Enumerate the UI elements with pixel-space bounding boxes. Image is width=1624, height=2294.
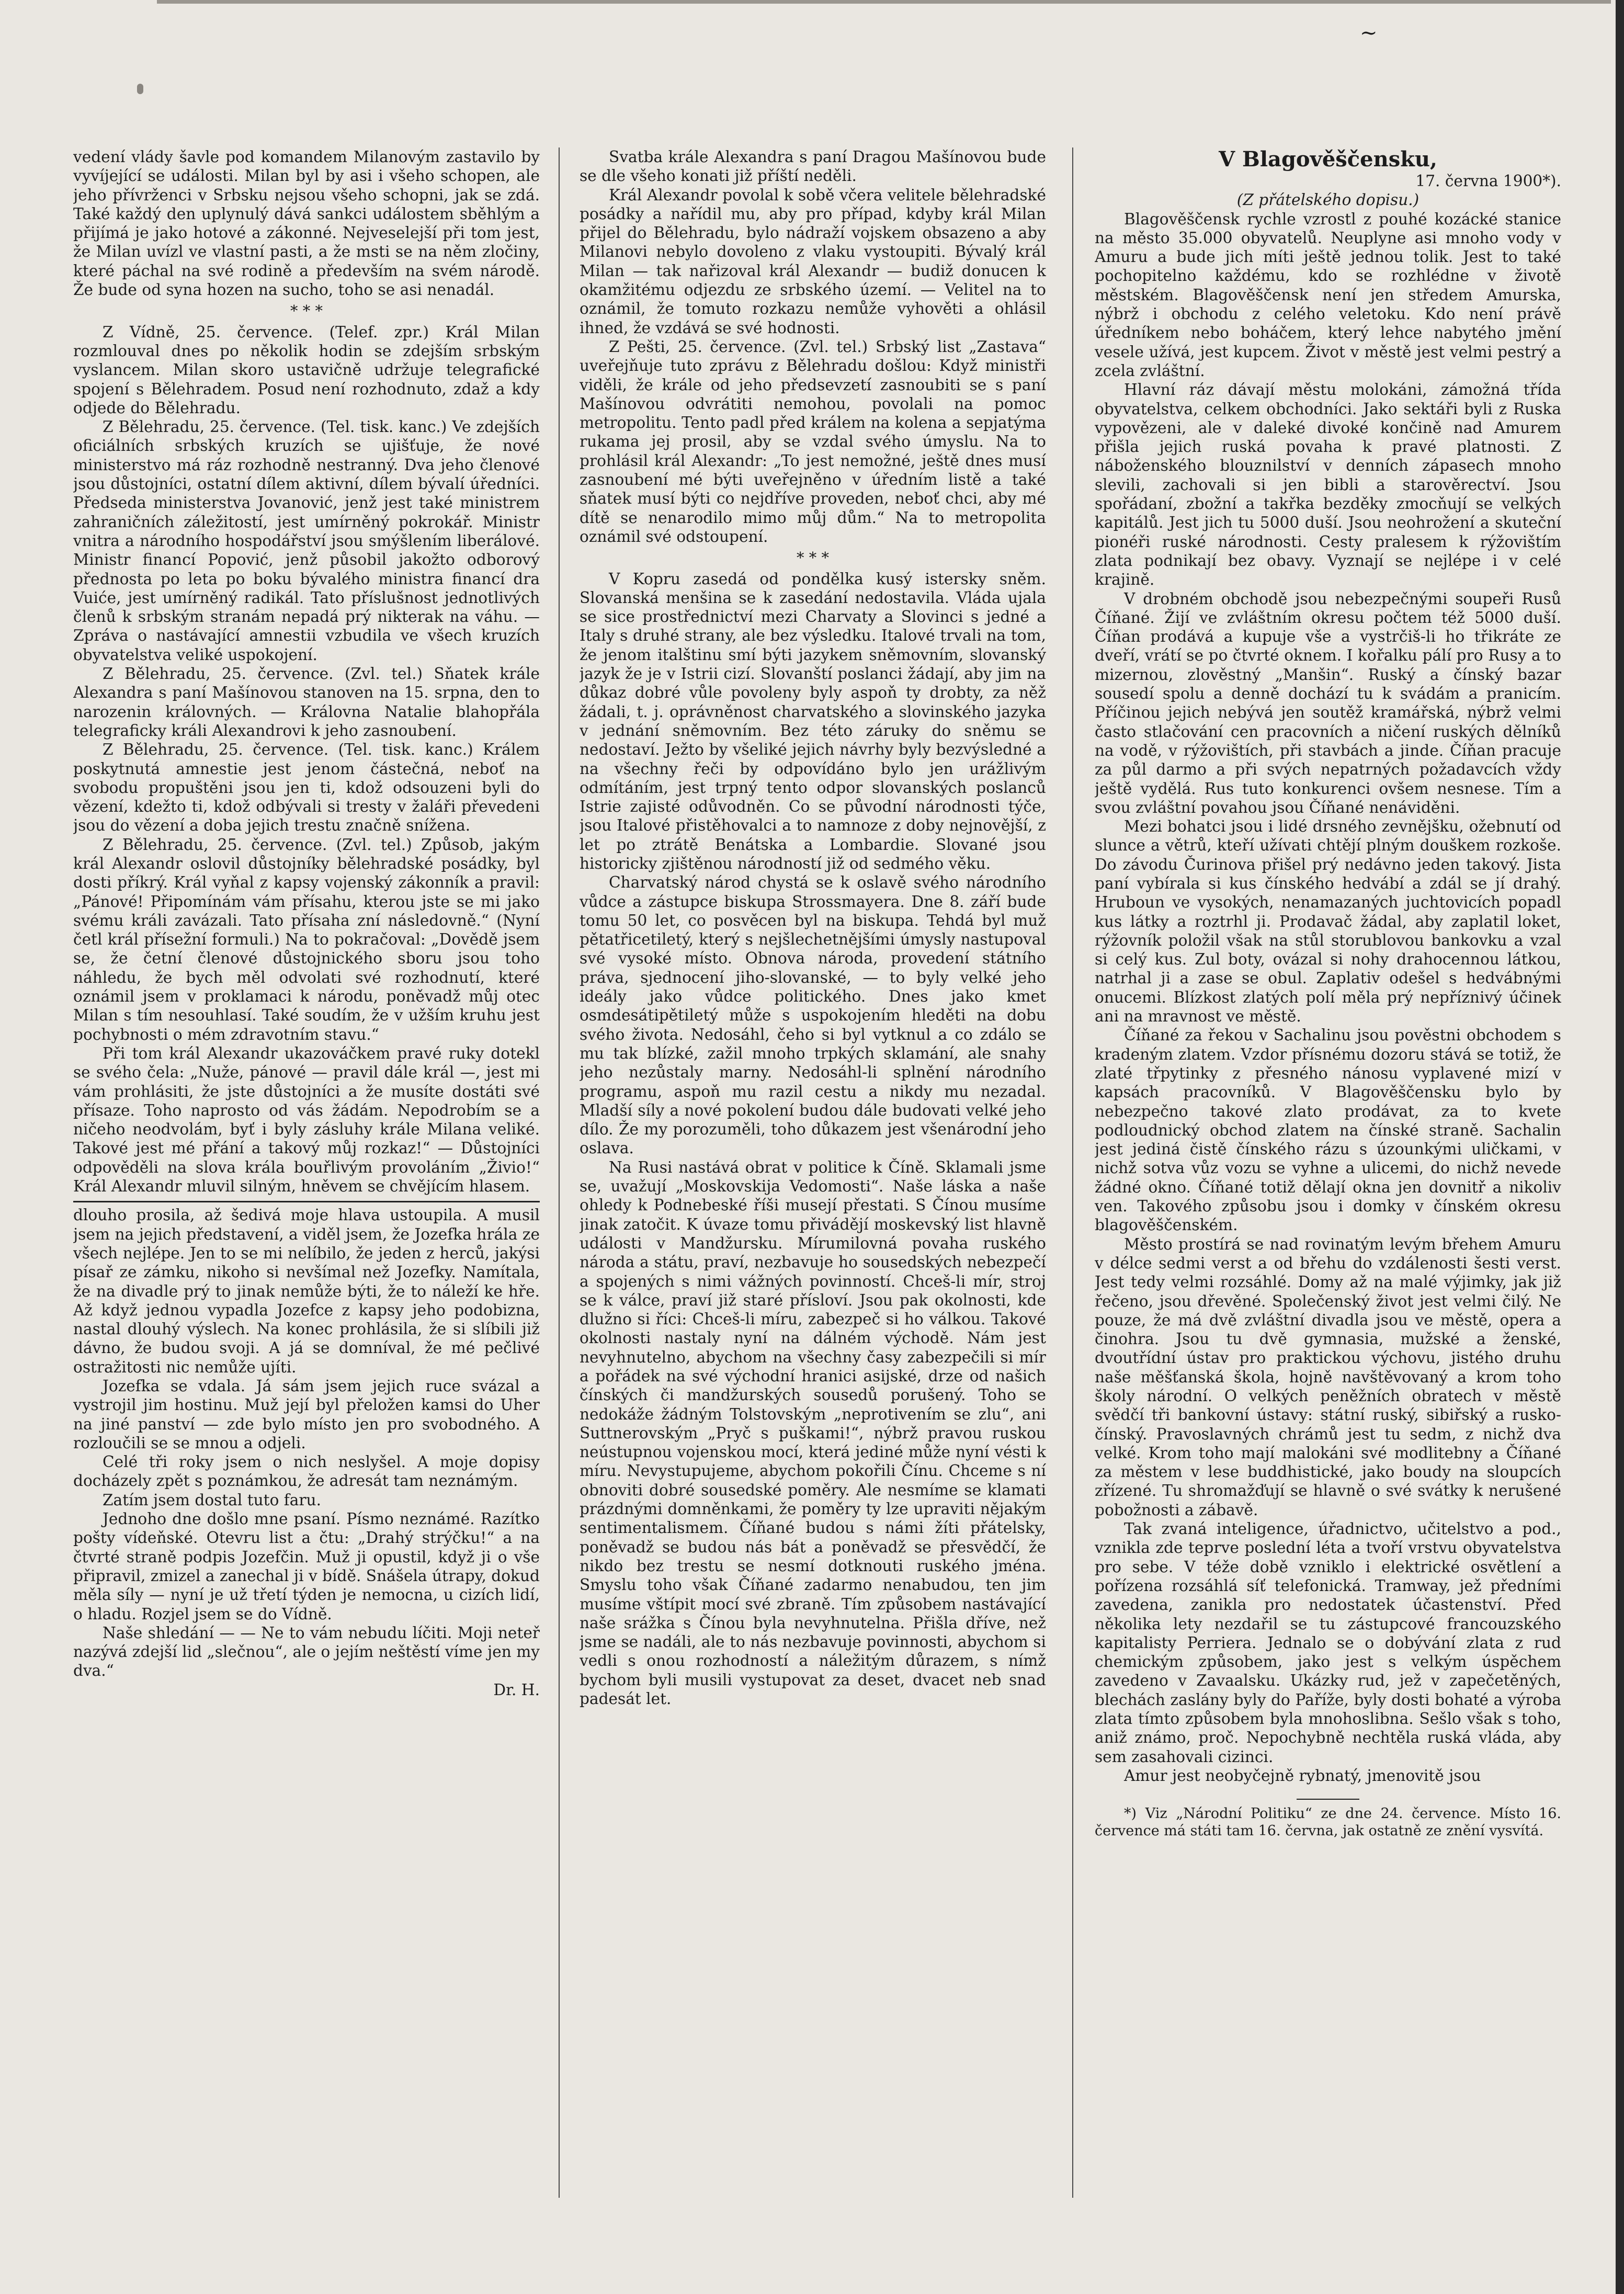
columns bbox=[73, 147, 1561, 2219]
feuilleton-paragraph: Naše shledání — — Ne to vám nebudu líčiti. Moji neteř nazývá zdejší lid „slečnou“, ale o jejím neštěstí víme jen my dva.“ bbox=[73, 1623, 540, 1680]
news-item: Charvatský národ chystá se k oslavě svého národního vůdce a zástupce biskupa Strossmayera. Dne 8. září bude tomu 50 let, co posvěcen byl na biskupa. Tehdá byl muž pětatřicetiletý, který s nejšlechetnějšími úmysly nastupoval své vysoké místo. Obnova národa, provedení státního práva, sjednocení jiho-slovanské, — to byly velké jeho ideály jako vůdce politického. Dnes jako kmet osmdesátipětiletý může s uspokojením hleděti na dobu svého života. Nedosáhl, čeho si byl vytknul a co zdálo se mu tak blízké, zažil mnoho trpkých sklamání, ale snahy jeho nezůstaly marny. Nedosáhl-li splnění národního programu, aspoň mu razil cestu a nikdy mu nezadal. Mladší síly a nové pokolení budou dále budovati velké jeho dílo. Že my porozuměli, toho důkazem jest všenárodní jeho oslava. bbox=[580, 873, 1046, 1157]
article-heading: V Blagověščensku, bbox=[1219, 147, 1437, 172]
pen-mark: ~ bbox=[1360, 21, 1378, 45]
feuilleton-rule bbox=[73, 1201, 540, 1202]
news-item: Z Bělehradu, 25. července. (Tel. tisk. kanc.) Králem poskytnutá amnestie jest jenom částečná, neboť na svobodu propuštěni jsou jen ti, kdož odsouzeni byli do vězení, kdežto ti, kdož odbývali si tresty v žaláři převedeni jsou do vězení a doba jejich trestu značně snížena. bbox=[73, 741, 540, 835]
column-2 bbox=[580, 147, 1046, 2219]
article-paragraph: V drobném obchodě jsou nebezpečnými soupeři Rusů Číňané. Žijí ve zvláštním okresu počtem též 5000 duší. Číňan prodává a kupuje vše a vystrčiš-li ho třikráte ze dveří, vrátí se po čtvrté oknem. I kořalku pálí pro Rusy a to mizernou, zlověstný „Manšin“. Ruský a čínský bazar sousedí spolu a denně dochází tu k svádám a pranicím. Příčinou jejich nebývá jen soutěž kramářská, nýbrž velmi často stlačování cen pracovních a ničení ruských dělníků na vodě, v rýžovištích, při stavbách a jinde. Číňan pracuje za půl darmo a při svých nepatrných požadavcích vždy ještě vydělá. Rus tuto konkurenci ovšem nesnese. Tím a svou zvláštní povahou jsou Číňané nenáviděni. bbox=[1095, 589, 1561, 816]
column-rule bbox=[559, 147, 560, 2198]
article-date: 17. června 1900*). bbox=[1415, 172, 1561, 190]
signature: Dr. H. bbox=[493, 1680, 540, 1699]
column-3 bbox=[1095, 147, 1561, 2219]
feuilleton-paragraph: Celé tři roky jsem o nich neslyšel. A moje dopisy docházely zpět s poznámkou, že adresát tam neznámým. bbox=[73, 1453, 540, 1490]
scan-edge bbox=[157, 0, 1611, 4]
article-paragraph: Hlavní ráz dávají městu molokáni, zámožná třída obyvatelstva, celkem obchodníci. Jako sektáři byli z Ruska vypovězeni, ale v daleké divoké končině nad Amurem přišla jejich ruská povaha k pravé platnosti. Z náboženského blouznilství v denních zápasech mnoho slevili, zachovali si jen bibli a starověrectví. Jsou spořádaní, zbožní a takřka bezděky zmocňují se velkých kapitálů. Jest jich tu 5000 duší. Jsou neohrožení a skuteční pionéři ruské národnosti. Cesty pralesem k rýžovištím zlata podnikají bez obavy. Vyznají se nejlépe i v celé krajině. bbox=[1095, 381, 1561, 589]
news-item: Svatba krále Alexandra s paní Dragou Mašínovou bude se dle všeho konati již příští neděli. bbox=[580, 148, 1046, 185]
paragraph: vedení vlády šavle pod komandem Milanovým zastavilo by vyvíjející se události. Milan byl by asi i všeho schopen, ale jeho přívrženci v Srbsku nejsou všeho schopni, jak se zdá. Také každý den uplynulý dává sankci událostem sběhlým a přijímá je jako hotové a zákonné. Nejveselejší při tom jest, že Milan uvízl ve vlastní pasti, a že msti se na něm zločiny, které páchal na své rodině a především na svém národě. Že bude od syna hozen na sucho, toho se asi nenadál. bbox=[73, 148, 540, 299]
news-item: Z Pešti, 25. července. (Zvl. tel.) Srbský list „Zastava“ uveřejňuje tuto zprávu z Bělehradu došlou: Když ministři viděli, že krále od jeho předsevzetí zasnoubiti se s paní Mašínovou odvrátiti nemohou, povolali na pomoc metropolitu. Tento padl před králem na kolena a sepjatýma rukama jej prosil, aby se vzdal svého úmyslu. Na to prohlásil král Alexandr: „To jest nemožné, ještě dnes musí zasnoubení mé býti uveřejněno v úředním listě a také sňatek musí býti co nejdříve proveden, neboť chci, aby mé dítě se nenarodilo mimo můj dům.“ Na to metropolita oznámil své odstoupení. bbox=[580, 337, 1046, 546]
article-paragraph: Tak zvaná inteligence, úřadnictvo, učitelstvo a pod., vznikla zde teprve poslední léta a tvoří vrstvu obyvatelstva pro sebe. V téže době vzniklo i elektrické osvětlení a pořízena rozsáhlá síť telefonická. Tramway, jež předními zavedena, zanikla pro nedostatek účastenství. Před několika lety nezdařil se tu zástupcové francouzského kapitalisty Perriera. Jednalo se o dobývání zlata z rud chemickým způsobem, jako jest s velkým úspěchem zavedeno v Zavaalsku. Ukázky rud, jež v zapečetěných, blechách zaslány byly do Paříže, byly dosti bohaté a výroba zlata tímto způsobem byla mnohoslibna. Sešlo však s toho, aniž známo, proč. Nepochybně nechtěla ruská vláda, aby sem zasahovali cizinci. bbox=[1095, 1520, 1561, 1766]
article-paragraph: Blagověščensk rychle vzrostl z pouhé kozácké stanice na město 35.000 obyvatelů. Neuplyne asi mnoho vody v Amuru a bude jich míti ještě jednou tolik. Jest to také pochopitelno každému, kdo se rozhlédne v životě městském. Blagověščensk není jen středem Amurska, nýbrž i obchodu z celého veletoku. Kdo není právě úředníkem nebo boháčem, který lehce nabytého jmění vesele užívá, jest kupcem. Život v městě jest velmi pestrý a zcela zvláštní. bbox=[1095, 210, 1561, 380]
news-item: V Kopru zasedá od pondělka kusý istersky sněm. Slovanská menšina se k zasedání nedostavila. Vláda ujala se sice prostřednictví mezi Charvaty a Slovinci s jedné a Italy s druhé strany, ale bez výsledku. Italové trvali na tom, že jenom italštinu smí býti jazykem sněmovním, slovanský jazyk že je v Istrii cizí. Slovanští poslanci žádají, aby jim na důkaz dobré vůle povoleny byly aspoň ty drobty, za něž žádali, t. j. oprávněnost charvatského a slovinského jazyka v jednání sněmovním. Bez této záruky do sněmu se nedostaví. Ježto by všeliké jejich návrhy byly bezvýsledné a na všechny řeči by odpovídáno bylo jen urážlivým odmítáním, jest trpný tento odpor slovanských poslanců Istrie zajisté odůvodněn. Co se původní národnosti týče, jsou Italové přistěhovalci a to namnoze z doby nejnovější, z let po ztrátě Benátska a Lombardie. Slované jsou historicky zjištěnou národností již od sedmého věku. bbox=[580, 570, 1046, 872]
feuilleton-paragraph: Jozefka se vdala. Já sám jsem jejich ruce svázal a vystrojil jim hostinu. Muž její byl přeložen kamsi do Uher na jiné panství — zde bylo místo jen pro svobodného. A rozloučili se se mnou a odjeli. bbox=[73, 1377, 540, 1452]
column-rule bbox=[1072, 147, 1073, 2198]
news-item: Z Bělehradu, 25. července. (Zvl. tel.) Způsob, jakým král Alexandr oslovil důstojníky bělehradské posádky, byl dosti příkrý. Král vyňal z kapsy vojenský zákonník a pravil: „Pánové! Připomínám vám přísahu, kterou jste se mi jako svému králi zavázali. Tato přísaha zní následovně.“ (Nyní četl král přísežní formuli.) Na to pokračoval: „Dovědě jsem se, že četní členové důstojnického sboru jsou toho náhledu, že bych měl odvolati své rozhodnutí, které oznámil jsem v proklamaci k národu, poněvadž můj otec Milan s tím nesouhlasí. Také soudím, že v užším kruhu jest pochybnosti o mém zdravotním stavu.“ bbox=[73, 835, 540, 1043]
news-item: Z Bělehradu, 25. července. (Tel. tisk. kanc.) Ve zdejších oficiálních srbských kruzích se ujišťuje, že nové ministerstvo má ráz rozhodně nestranný. Dva jeho členové jsou důstojníci, ostatní dílem aktivní, dílem bývalí úředníci. Předseda ministerstva Jovanović, jenž jest také ministrem zahraničních záležitostí, jest umírněný pokrokář. Ministr vnitra a národního hospodářství jsou smýšlením liberálové. Ministr financí Popović, jenž působil jakožto odborový přednosta po leta po boku bývalého ministra financí dra Vuiće, jest umírněný radikál. Tato příslušnost jednotlivých členů k srbským stranám nepadá prý nikterak na váhu. — Zpráva o nastávající amnestii vzbudila ve všech kruzích obyvatelstva veliké uspokojení. bbox=[73, 418, 540, 664]
article-paragraph: Město prostírá se nad rovinatým levým břehem Amuru v délce sedmi verst a od břehu do vzdálenosti šesti verst. Jest tedy velmi rozsáhlé. Domy až na malé výjimky, jak již řečeno, jsou dřevěné. Společenský život jest velmi čilý. Ne pouze, že má dvě zvláštní divadla jsou ve městě, opera a činohra. Jsou tu dvě gymnasia, mužské a ženské, dvoutřídní ústav pro praktickou výchovu, jistého druhu naše měšťanská škola, hojně navštěvovaný a krom toho školy národní. O velkých peněžních obratech v městě svědčí tři bankovní ústavy: státní ruský, sibiřský a rusko-čínský. Pravoslavných chrámů jest tu sedm, z nichž dva velké. Krom toho mají malokáni své modlitebny a Číňané za městem v lese buddhistické, jako boudy na sloupcích zřízené. Tu shromažďují se hlavně o své svátky k nerušené pobožnosti a zábavě. bbox=[1095, 1235, 1561, 1519]
news-item: Král Alexandr povolal k sobě včera velitele bělehradské posádky a nařídil mu, aby pro případ, kdyby král Milan přijel do Bělehradu, bylo nádraží vojskem obsazeno a aby Milanovi nebylo dovoleno z vlaku vystoupiti. Bývalý král Milan — tak nařizoval král Alexandr — budiž donucen k okamžitému odjezdu ze srbského území. — Velitel na to oznámil, že tomuto rozkazu nemůže vyhověti a ohlásil ihned, že vzdává se své hodnosti. bbox=[580, 186, 1046, 337]
ink-smudge bbox=[137, 84, 143, 94]
news-item: Při tom král Alexandr ukazováčkem pravé ruky dotekl se svého čela: „Nuže, pánové — pravil dále král —, jest mi vám prohlásiti, že jste důstojníci a že musíte dostáti své přísaze. Toho naprosto od vás žádám. Nepodrobím se a ničeho neodvolám, byť i byly zásluhy krále Milana veliké. Takové jest mé přání a takový můj rozkaz!“ — Důstojníci odpověděli na slova krála bouřlivým provoláním „Živio!“ Král Alexandr mluvil silným, hněvem se chvějícím hlasem. bbox=[73, 1044, 540, 1196]
article-paragraph: Mezi bohatci jsou i lidé drsného zevnějšku, ožebnutí od slunce a větrů, kteří užívati chtějí plným douškem rozkoše. Do závodu Čurinova přišel prý nedávno jeden takový. Jista paní vybírala si kus čínského hedvábí a zdál se jí drahý. Hruboun ve vysokých, nenamazaných juchtovicích popadl kus látky a roztrhl ji. Prodavač žádal, aby zaplatil loket, rýžovník položil však na stůl storublovou bankovku a vzal si celý kus. Zul boty, ovázal si nohy drahocennou látkou, natrhal ji a zase se obul. Zaplativ odešel s hedvábnými onucemi. Blízkost zlatých polí měla prý nepříznivý účinek ani na mravnost ve městě. bbox=[1095, 817, 1561, 1026]
footnote-rule bbox=[1297, 1799, 1359, 1800]
feuilleton-paragraph: Jednoho dne došlo mne psaní. Písmo neznámé. Razítko pošty vídeňské. Otevru list a čtu: „Drahý strýčku!“ a na čtvrté straně podpis Jozefčin. Muž ji opustil, když ji o vše připravil, zmizel a zanechal ji v bídě. Snášela útrapy, dokud měla síly — nyní je už třetí týden je nemocna, u cizích lidí, o hladu. Rozjel jsem se do Vídně. bbox=[73, 1510, 540, 1623]
column-1 bbox=[73, 147, 540, 2219]
article-paragraph: Amur jest neobyčejně rybnatý, jmenovitě jsou bbox=[1124, 1766, 1481, 1785]
separator: * * * bbox=[290, 302, 323, 320]
scan-border bbox=[1616, 0, 1624, 2294]
news-item: Z Vídně, 25. července. (Telef. zpr.) Král Milan rozmlouval dnes po několik hodin se zdejším srbským vyslancem. Milan skoro ustavičně udržuje telegrafické spojení s Bělehradem. Posud není rozhodnuto, zdaž a kdy odjede do Bělehradu. bbox=[73, 323, 540, 417]
article-paragraph: Číňané za řekou v Sachalinu jsou pověstni obchodem s kradeným zlatem. Vzdor přísnému dozoru stává se totiž, že zlaté třpytinky z přesného nánosu vyplavené mizí v kapsách pracovníků. V Blagověščensku bylo by nebezpečno takové zlato prodávat, za to kvete podloudnický obchod zlatem na čínské straně. Sachalin jest jediná čistě čínského rázu s úzounkými uličkami, v nichž sotva vůz vozu se vyhne a ulicemi, do nichž nevede žádné okno. Číňané totiž dělají okna jen dovnitř a nikoliv ven. Takového způsobu jsou i domky v čínském okresu blagověščenském. bbox=[1095, 1026, 1561, 1234]
article-subtitle: (Z přátelského dopisu.) bbox=[1236, 191, 1419, 209]
news-item: Na Rusi nastává obrat v politice k Číně. Sklamali jsme se, uvažují „Moskovskija Vedomosti“. Naše láska a naše ohledy k Podnebeské říši musejí přestati. S Čínou musíme jinak zatočit. K úvaze tomu přivádějí moskevský list hlavně události v Mandžursku. Mírumilovná povaha ruského národa a státu, praví, nezbavuje ho sousedských nebezpečí a spojených s nimi vážných povinností. Chceš-li mír, stroj se k válce, praví již staré přísloví. Jsou pak okolnosti, kde dlužno si říci: Chceš-li míru, zabezpeč si ho válkou. Takové okolnosti nastaly nyní na dálném východě. Nám jest nevyhnutelno, abychom na všechny časy zabezpečili si mír a pořádek na své východní hranici asijské, drze od našich čínských či mandžurských sousedů porušený. Toho se nedokáže žádným Tolstovským „neprotivením se zlu“, ani Suttnerovským „Pryč s puškami!“, nýbrž pravou ruskou neústupnou vojenskou mocí, která jediné může nyní vésti k míru. Nevystupujeme, abychom pokořili Čínu. Chceme s ní obnoviti dobré sousedské poměry. Ale nesmíme se klamati prázdnými domněnkami, že poměry ty lze upraviti nějakým sentimentalismem. Číňané budou s námi žíti přátelsky, poněvadž se budou nás bát a poněvadž se přesvědčí, že nikdo bez trestu se nesmí dotknouti ruského jména. Smyslu toho však Číňané zadarmo nenabudou, ten jim musíme vštípit mocí své zbraně. Tím způsobem nastávající naše srážka s Čínou byla nevyhnutelna. Přišla dříve, než jsme se nadáli, ale to nás nezbavuje povinnosti, abychom si vedli s onou rozhodností a náležitým důrazem, s nímž bychom byli musili vystupovat za deset, dvacet neb snad padesát let. bbox=[580, 1158, 1046, 1708]
separator: * * * bbox=[797, 549, 829, 567]
news-item: Z Bělehradu, 25. července. (Zvl. tel.) Sňatek krále Alexandra s paní Mašínovou stanoven na 15. srpna, den to narozenin královných. — Královna Natalie blahopřála telegraficky králi Alexandrovi k jeho zasnoubení. bbox=[73, 665, 540, 740]
footnote: *) Viz „Národní Politiku“ ze dne 24. července. Místo 16. července má státi tam 16. června, jak ostatně ze znění vysvítá. bbox=[1095, 1805, 1561, 1839]
feuilleton-paragraph: dlouho prosila, až šedivá moje hlava ustoupila. A musil jsem na jejich představení, a viděl jsem, že Jozefka hrála ze všech nejlépe. Jen to se mi nelíbilo, že jeden z herců, jakýsi písař ze zámku, nikoho si nevšímal než Jozefky. Namítala, že na divadle prý to jinak nemůže býti, že to náleží ke hře. Až když jednou vypadla Jozefce z kapsy jeho podobizna, nastal dlouhý výslech. Na konec prohlásila, že si slíbili již dávno, že budou svoji. A já se domníval, že mé pečlivé ostražitosti nic nemůže ujíti. bbox=[73, 1206, 540, 1376]
feuilleton-paragraph: Zatím jsem dostal tuto faru. bbox=[103, 1491, 322, 1509]
